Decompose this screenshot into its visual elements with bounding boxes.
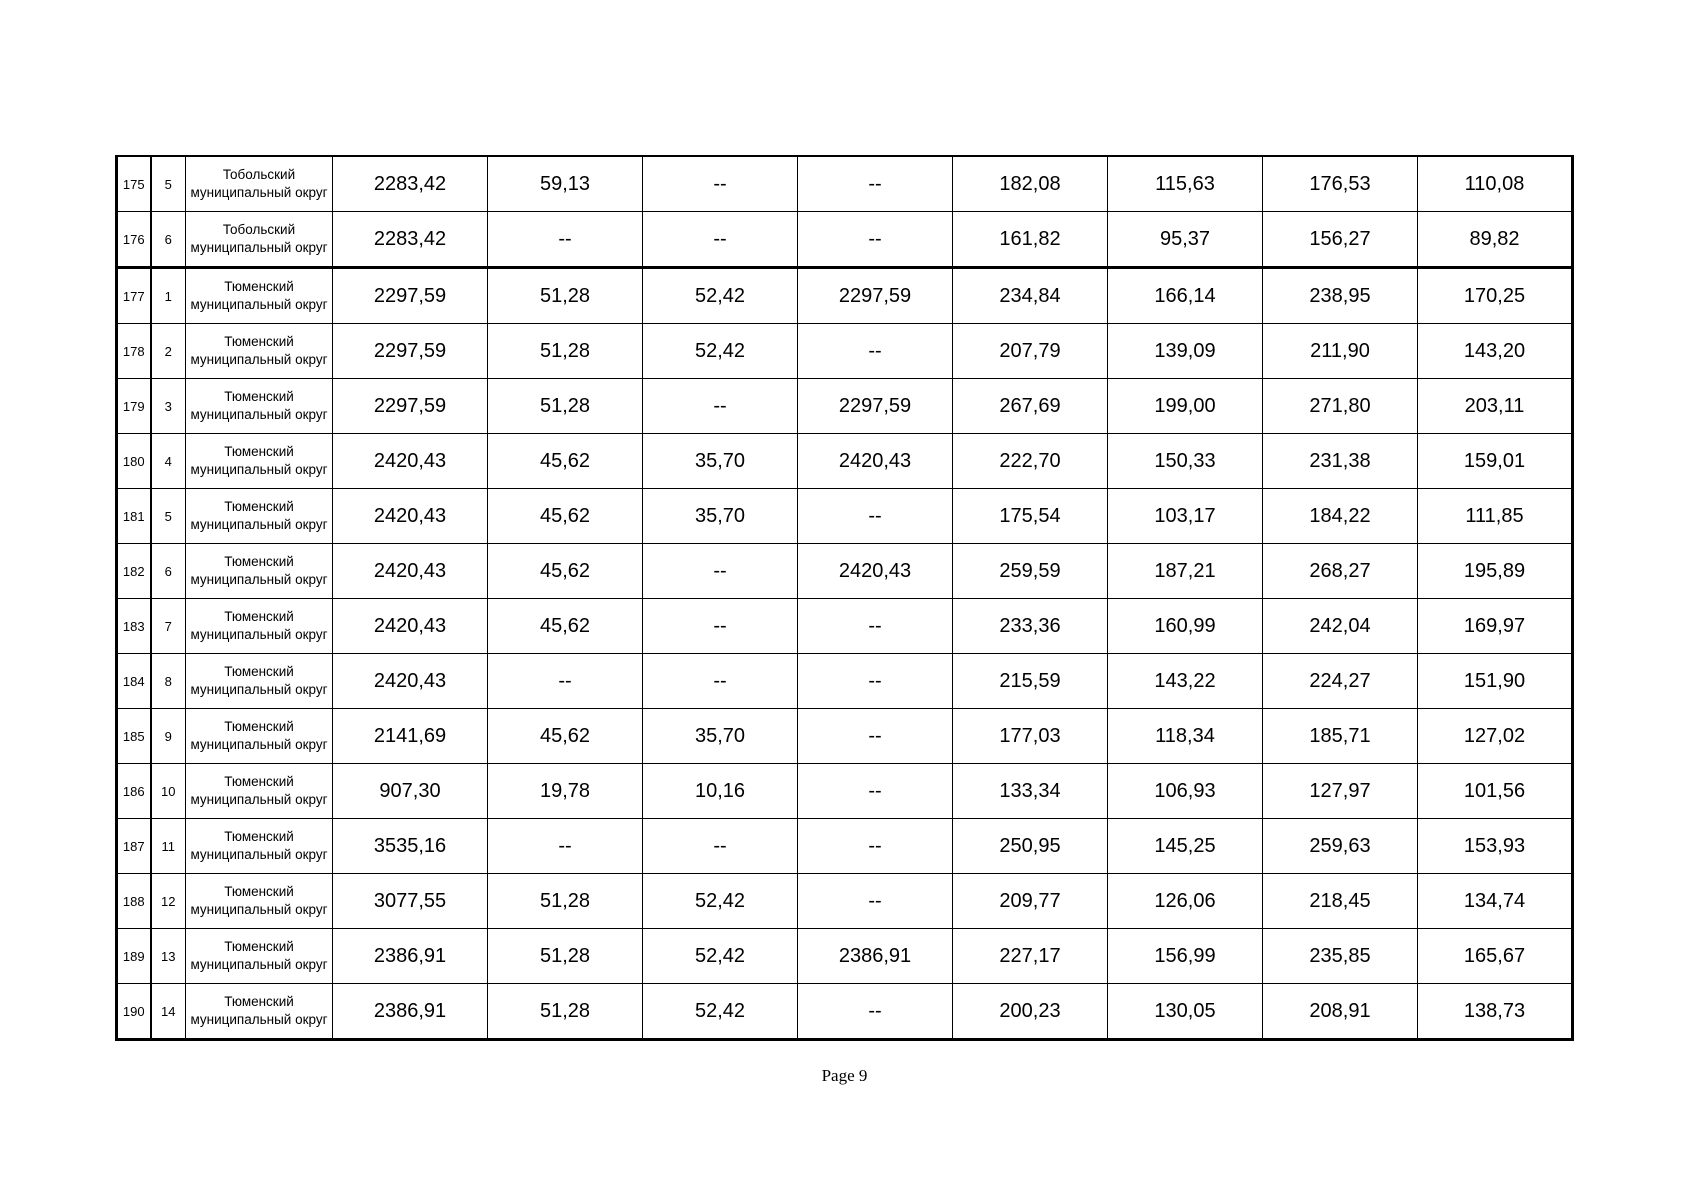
row-number-cell: 186 (117, 764, 151, 819)
value-cell-col-1: 907,30 (333, 764, 488, 819)
district-cell: Тюменский муниципальный округ (186, 874, 333, 929)
value-cell-col-1: 2420,43 (333, 489, 488, 544)
district-cell: Тюменский муниципальный округ (186, 764, 333, 819)
value-cell-col-4: -- (798, 984, 953, 1040)
district-cell: Тюменский муниципальный округ (186, 379, 333, 434)
value-cell-col-6: 139,09 (1108, 324, 1263, 379)
value-cell-col-2: -- (488, 819, 643, 874)
value-cell-col-7: 211,90 (1263, 324, 1418, 379)
table-row (117, 544, 1573, 599)
row-number-cell: 178 (117, 324, 151, 379)
value-cell-col-8: 169,97 (1418, 599, 1573, 654)
value-cell-col-4: 2420,43 (798, 434, 953, 489)
value-cell-col-2: -- (488, 654, 643, 709)
value-cell-col-4: -- (798, 599, 953, 654)
sub-number-cell: 8 (151, 654, 186, 709)
row-number-cell: 187 (117, 819, 151, 874)
sub-number-cell: 4 (151, 434, 186, 489)
value-cell-col-8: 143,20 (1418, 324, 1573, 379)
value-cell-col-5: 267,69 (953, 379, 1108, 434)
table-row (117, 709, 1573, 764)
sub-number-cell: 2 (151, 324, 186, 379)
value-cell-col-2: 51,28 (488, 984, 643, 1040)
row-number-cell: 185 (117, 709, 151, 764)
value-cell-col-5: 234,84 (953, 268, 1108, 324)
table-row (117, 324, 1573, 379)
value-cell-col-2: 51,28 (488, 929, 643, 984)
value-cell-col-2: 45,62 (488, 544, 643, 599)
row-number-cell: 177 (117, 268, 151, 324)
value-cell-col-6: 160,99 (1108, 599, 1263, 654)
sub-number-cell: 13 (151, 929, 186, 984)
table-body (117, 156, 1573, 1040)
district-cell: Тюменский муниципальный округ (186, 544, 333, 599)
row-number-cell: 183 (117, 599, 151, 654)
table-row (117, 156, 1573, 212)
value-cell-col-3: 35,70 (643, 709, 798, 764)
value-cell-col-2: 19,78 (488, 764, 643, 819)
value-cell-col-2: 45,62 (488, 599, 643, 654)
value-cell-col-3: -- (643, 654, 798, 709)
row-number-cell: 190 (117, 984, 151, 1040)
value-cell-col-8: 170,25 (1418, 268, 1573, 324)
sub-number-cell: 5 (151, 156, 186, 212)
value-cell-col-4: -- (798, 489, 953, 544)
value-cell-col-5: 215,59 (953, 654, 1108, 709)
value-cell-col-8: 111,85 (1418, 489, 1573, 544)
value-cell-col-7: 176,53 (1263, 156, 1418, 212)
value-cell-col-7: 259,63 (1263, 819, 1418, 874)
sub-number-cell: 1 (151, 268, 186, 324)
value-cell-col-7: 268,27 (1263, 544, 1418, 599)
table-row (117, 984, 1573, 1040)
value-cell-col-2: 45,62 (488, 434, 643, 489)
value-cell-col-2: 45,62 (488, 709, 643, 764)
value-cell-col-2: 51,28 (488, 324, 643, 379)
value-cell-col-2: 51,28 (488, 268, 643, 324)
sub-number-cell: 6 (151, 544, 186, 599)
value-cell-col-4: -- (798, 709, 953, 764)
value-cell-col-8: 159,01 (1418, 434, 1573, 489)
value-cell-col-6: 115,63 (1108, 156, 1263, 212)
value-cell-col-5: 227,17 (953, 929, 1108, 984)
value-cell-col-7: 224,27 (1263, 654, 1418, 709)
value-cell-col-1: 2283,42 (333, 212, 488, 268)
value-cell-col-1: 2420,43 (333, 434, 488, 489)
value-cell-col-8: 165,67 (1418, 929, 1573, 984)
value-cell-col-3: 52,42 (643, 268, 798, 324)
value-cell-col-3: -- (643, 212, 798, 268)
sub-number-cell: 3 (151, 379, 186, 434)
table-row (117, 929, 1573, 984)
value-cell-col-4: -- (798, 324, 953, 379)
value-cell-col-8: 138,73 (1418, 984, 1573, 1040)
value-cell-col-7: 231,38 (1263, 434, 1418, 489)
row-number-cell: 181 (117, 489, 151, 544)
value-cell-col-1: 2420,43 (333, 654, 488, 709)
table-row (117, 874, 1573, 929)
sub-number-cell: 7 (151, 599, 186, 654)
value-cell-col-3: -- (643, 544, 798, 599)
value-cell-col-4: 2420,43 (798, 544, 953, 599)
district-cell: Тюменский муниципальный округ (186, 324, 333, 379)
row-number-cell: 176 (117, 212, 151, 268)
value-cell-col-8: 195,89 (1418, 544, 1573, 599)
value-cell-col-3: 35,70 (643, 489, 798, 544)
table-row (117, 434, 1573, 489)
value-cell-col-1: 2297,59 (333, 324, 488, 379)
sub-number-cell: 11 (151, 819, 186, 874)
value-cell-col-8: 101,56 (1418, 764, 1573, 819)
value-cell-col-4: -- (798, 819, 953, 874)
row-number-cell: 188 (117, 874, 151, 929)
value-cell-col-8: 89,82 (1418, 212, 1573, 268)
value-cell-col-5: 250,95 (953, 819, 1108, 874)
value-cell-col-5: 182,08 (953, 156, 1108, 212)
table-row (117, 819, 1573, 874)
value-cell-col-6: 106,93 (1108, 764, 1263, 819)
district-cell: Тюменский муниципальный округ (186, 599, 333, 654)
value-cell-col-8: 127,02 (1418, 709, 1573, 764)
sub-number-cell: 9 (151, 709, 186, 764)
district-cell: Тюменский муниципальный округ (186, 654, 333, 709)
value-cell-col-1: 2141,69 (333, 709, 488, 764)
value-cell-col-3: -- (643, 819, 798, 874)
value-cell-col-6: 95,37 (1108, 212, 1263, 268)
value-cell-col-3: -- (643, 379, 798, 434)
value-cell-col-8: 203,11 (1418, 379, 1573, 434)
value-cell-col-5: 207,79 (953, 324, 1108, 379)
value-cell-col-3: -- (643, 599, 798, 654)
table-row (117, 379, 1573, 434)
value-cell-col-5: 175,54 (953, 489, 1108, 544)
value-cell-col-7: 271,80 (1263, 379, 1418, 434)
table-row (117, 654, 1573, 709)
district-cell: Тюменский муниципальный округ (186, 489, 333, 544)
value-cell-col-3: 52,42 (643, 984, 798, 1040)
value-cell-col-1: 2386,91 (333, 984, 488, 1040)
table-row (117, 212, 1573, 268)
value-cell-col-2: 51,28 (488, 379, 643, 434)
district-cell: Тюменский муниципальный округ (186, 984, 333, 1040)
value-cell-col-6: 187,21 (1108, 544, 1263, 599)
sub-number-cell: 14 (151, 984, 186, 1040)
value-cell-col-7: 127,97 (1263, 764, 1418, 819)
row-number-cell: 189 (117, 929, 151, 984)
district-cell: Тюменский муниципальный округ (186, 709, 333, 764)
value-cell-col-3: 52,42 (643, 324, 798, 379)
value-cell-col-8: 153,93 (1418, 819, 1573, 874)
value-cell-col-2: -- (488, 212, 643, 268)
value-cell-col-5: 222,70 (953, 434, 1108, 489)
value-cell-col-1: 2297,59 (333, 379, 488, 434)
value-cell-col-3: -- (643, 156, 798, 212)
value-cell-col-6: 118,34 (1108, 709, 1263, 764)
value-cell-col-2: 51,28 (488, 874, 643, 929)
value-cell-col-7: 184,22 (1263, 489, 1418, 544)
sub-number-cell: 12 (151, 874, 186, 929)
value-cell-col-5: 259,59 (953, 544, 1108, 599)
value-cell-col-5: 200,23 (953, 984, 1108, 1040)
value-cell-col-4: 2386,91 (798, 929, 953, 984)
row-number-cell: 175 (117, 156, 151, 212)
value-cell-col-1: 3535,16 (333, 819, 488, 874)
value-cell-col-8: 110,08 (1418, 156, 1573, 212)
value-cell-col-6: 166,14 (1108, 268, 1263, 324)
value-cell-col-7: 156,27 (1263, 212, 1418, 268)
value-cell-col-7: 208,91 (1263, 984, 1418, 1040)
value-cell-col-5: 161,82 (953, 212, 1108, 268)
value-cell-col-6: 126,06 (1108, 874, 1263, 929)
value-cell-col-1: 3077,55 (333, 874, 488, 929)
value-cell-col-4: -- (798, 156, 953, 212)
value-cell-col-6: 103,17 (1108, 489, 1263, 544)
value-cell-col-1: 2386,91 (333, 929, 488, 984)
value-cell-col-5: 233,36 (953, 599, 1108, 654)
sub-number-cell: 5 (151, 489, 186, 544)
sub-number-cell: 10 (151, 764, 186, 819)
table-row (117, 268, 1573, 324)
district-cell: Тюменский муниципальный округ (186, 929, 333, 984)
value-cell-col-1: 2283,42 (333, 156, 488, 212)
value-cell-col-1: 2297,59 (333, 268, 488, 324)
page-number: Page 9 (821, 1066, 868, 1085)
value-cell-col-7: 242,04 (1263, 599, 1418, 654)
value-cell-col-7: 235,85 (1263, 929, 1418, 984)
value-cell-col-4: -- (798, 212, 953, 268)
value-cell-col-3: 52,42 (643, 874, 798, 929)
row-number-cell: 180 (117, 434, 151, 489)
value-cell-col-1: 2420,43 (333, 544, 488, 599)
value-cell-col-4: 2297,59 (798, 268, 953, 324)
row-number-cell: 179 (117, 379, 151, 434)
row-number-cell: 182 (117, 544, 151, 599)
value-cell-col-3: 35,70 (643, 434, 798, 489)
table-row (117, 599, 1573, 654)
value-cell-col-5: 209,77 (953, 874, 1108, 929)
value-cell-col-6: 199,00 (1108, 379, 1263, 434)
value-cell-col-8: 134,74 (1418, 874, 1573, 929)
district-cell: Тобольский муниципальный округ (186, 212, 333, 268)
value-cell-col-4: -- (798, 764, 953, 819)
value-cell-col-6: 130,05 (1108, 984, 1263, 1040)
district-cell: Тюменский муниципальный округ (186, 819, 333, 874)
value-cell-col-4: -- (798, 654, 953, 709)
table-row (117, 764, 1573, 819)
value-cell-col-1: 2420,43 (333, 599, 488, 654)
district-cell: Тюменский муниципальный округ (186, 434, 333, 489)
value-cell-col-3: 52,42 (643, 929, 798, 984)
value-cell-col-6: 150,33 (1108, 434, 1263, 489)
value-cell-col-4: 2297,59 (798, 379, 953, 434)
value-cell-col-2: 59,13 (488, 156, 643, 212)
value-cell-col-3: 10,16 (643, 764, 798, 819)
table-row (117, 489, 1573, 544)
district-cell: Тюменский муниципальный округ (186, 268, 333, 324)
value-cell-col-8: 151,90 (1418, 654, 1573, 709)
value-cell-col-6: 145,25 (1108, 819, 1263, 874)
tariff-table (115, 155, 1574, 1041)
value-cell-col-7: 238,95 (1263, 268, 1418, 324)
value-cell-col-7: 218,45 (1263, 874, 1418, 929)
value-cell-col-6: 143,22 (1108, 654, 1263, 709)
value-cell-col-5: 177,03 (953, 709, 1108, 764)
row-number-cell: 184 (117, 654, 151, 709)
value-cell-col-7: 185,71 (1263, 709, 1418, 764)
sub-number-cell: 6 (151, 212, 186, 268)
value-cell-col-2: 45,62 (488, 489, 643, 544)
district-cell: Тобольский муниципальный округ (186, 156, 333, 212)
value-cell-col-5: 133,34 (953, 764, 1108, 819)
value-cell-col-4: -- (798, 874, 953, 929)
value-cell-col-6: 156,99 (1108, 929, 1263, 984)
